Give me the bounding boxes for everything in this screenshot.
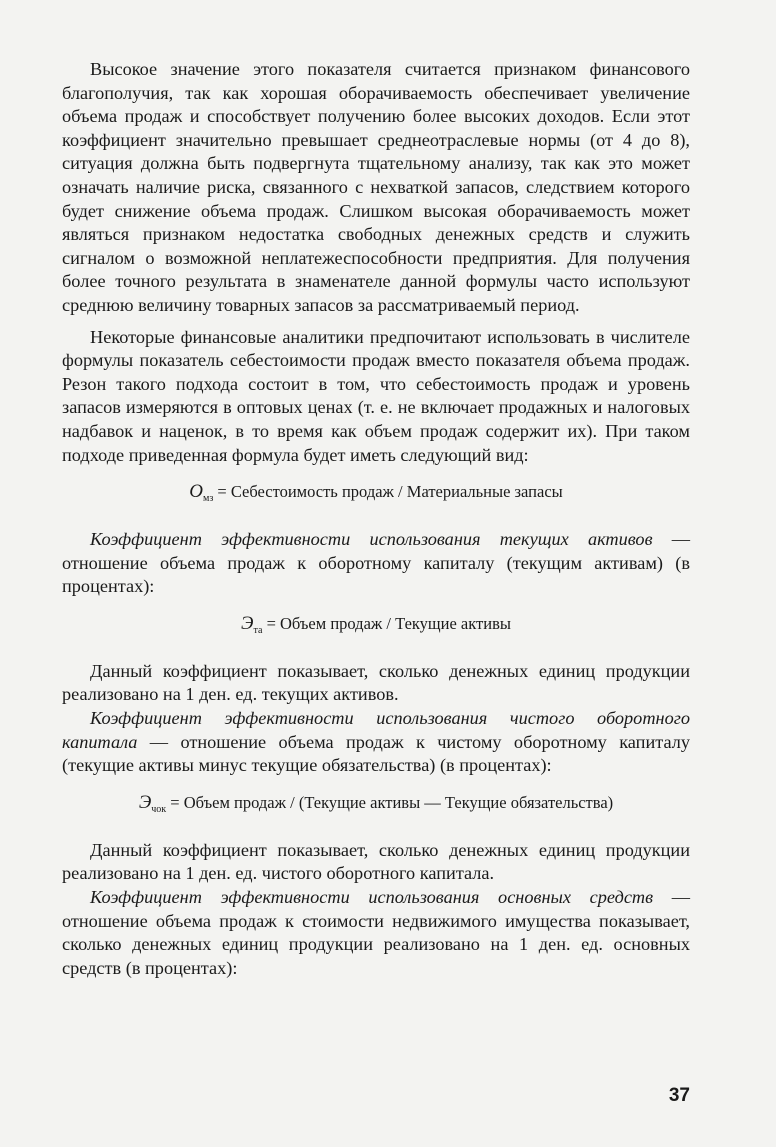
formula-symbol: О bbox=[189, 481, 203, 503]
paragraph-3 bbox=[62, 528, 690, 599]
formula-subscript: чок bbox=[151, 803, 167, 815]
paragraph-4: Данный коэффициент показывает, сколько денежных единиц продукции реализовано на 1 ден. ед. текущих активов. bbox=[62, 660, 690, 705]
formula-expression: = Себестоимость продаж / Материальные запасы bbox=[213, 482, 563, 502]
page-number: 37 bbox=[668, 1085, 690, 1106]
term-fixed-assets-efficiency: Коэффициент эффективности использования основных средств bbox=[90, 887, 654, 908]
paragraph-5 bbox=[62, 707, 690, 778]
formula-inventory-turnover bbox=[62, 481, 690, 510]
term-current-assets-efficiency: Коэффициент эффективности использования текущих активов bbox=[90, 529, 653, 550]
page-body bbox=[62, 58, 690, 980]
term-net-working-capital-efficiency: Коэффициент эффективности использования чистого оборотного капитала bbox=[62, 708, 690, 752]
formula-symbol: Э bbox=[241, 612, 254, 634]
formula-symbol: Э bbox=[138, 791, 152, 813]
formula-subscript: та bbox=[253, 624, 263, 636]
formula-current-assets bbox=[62, 613, 690, 642]
paragraph-5-text: — отношение объема продаж к чистому оборотному капиталу (текущие активы минус текущие обязательства) (в процентах): bbox=[62, 731, 690, 776]
formula-net-working-capital bbox=[62, 792, 690, 821]
paragraph-7-text: — отношение объема продаж к стоимости недвижимого имущества показывает, сколько денежных единиц продукции реализовано на 1 ден. ед. основных средств (в процентах): bbox=[62, 887, 690, 978]
formula-subscript: мз bbox=[203, 493, 214, 505]
formula-expression: = Объем продаж / (Текущие активы — Текущие обязательства) bbox=[166, 792, 614, 812]
paragraph-3-text: — отношение объема продаж к оборотному капиталу (текущим активам) (в процентах): bbox=[62, 529, 690, 597]
paragraph-6: Данный коэффициент показывает, сколько денежных единиц продукции реализовано на 1 ден. ед. чистого оборотного капитала. bbox=[62, 839, 690, 884]
paragraph-2: Некоторые финансовые аналитики предпочитают использовать в числителе формулы показатель себестоимости продаж вместо показателя объема продаж. Резон такого подхода состоит в том, что себестоимость продаж и уровень запасов измеряются в оптовых ценах (т. е. не включает продажных и налоговых надбавок и наценок, в то время как объем продаж содержит их). При таком подходе приведенная формула будет иметь следующий вид: bbox=[62, 326, 690, 465]
paragraph-7 bbox=[62, 886, 690, 980]
paragraph-1: Высокое значение этого показателя считается признаком финансового благополучия, так как хорошая оборачиваемость обеспечивает увеличение объема продаж и способствует получению более высоких доходов. Если этот коэффициент значительно превышает среднеотраслевые нормы (от 4 до 8), ситуация должна быть подвергнута тщательному анализу, так как это может означать наличие риска, связанного с нехваткой запасов, следствием которого будет снижение объема продаж. Слишком высокая оборачиваемость может являться признаком недостатка свободных денежных средств и служить сигналом о возможной неплатежеспособности предприятия. Для получения более точного результата в знаменателе данной формулы часто используют среднюю величину товарных запасов за рассматриваемый период. bbox=[62, 59, 690, 315]
formula-expression: = Объем продаж / Текущие активы bbox=[262, 613, 511, 633]
